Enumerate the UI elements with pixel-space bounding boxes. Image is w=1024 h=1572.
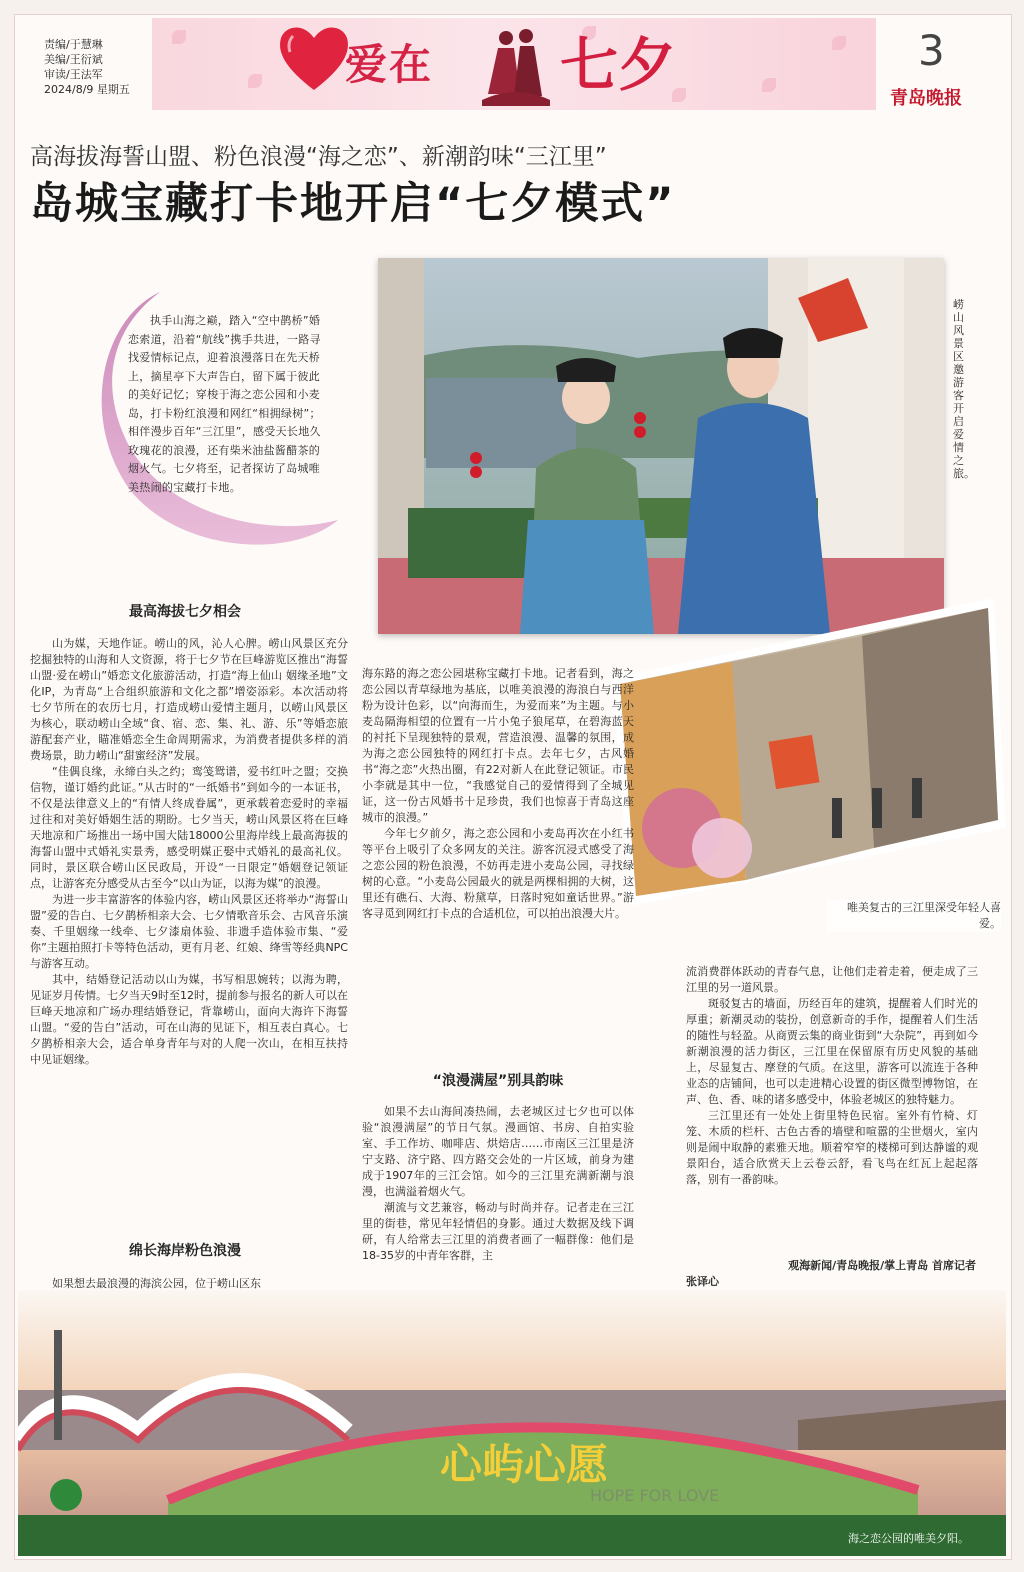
banner-title-part1: 爱在 xyxy=(345,40,434,89)
proof-credit: 审读/王法军 xyxy=(44,68,103,81)
article-column-2-cont xyxy=(362,1104,634,1264)
newspaper-logo: 青岛晚报 xyxy=(890,88,962,109)
article-column-1 xyxy=(30,636,348,1068)
paragraph: 如果不去山海间凑热闹，去老城区过七夕也可以体验“浪漫满屋”的节日气氛。漫画馆、书房、自拍实验室、手工作坊、咖啡店、烘焙店……市南区三江里是济宁支路、济宁路、四方路交会处的一片区域，前身为建成于1907年的三江会馆。如今的三江里充满新潮与浪漫，也满溢着烟火气。 xyxy=(362,1105,634,1198)
photo1-caption: 崂山风景区邀游客开启爱情之旅。 xyxy=(953,298,975,480)
paragraph: 三江里还有一处处上街里特色民宿。室外有竹椅、灯笼、木质的栏杆、古色古香的墙壁和喧嚣的尘世烟火，室内则是闹中取静的素雅天地。顺着窄窄的楼梯可到达静谧的观景阳台，适合欣赏天上云卷云舒，看飞鸟在红瓦上起起落落，别有一番韵味。 xyxy=(686,1109,978,1186)
section-heading-2: 绵长海岸粉色浪漫 xyxy=(129,1243,241,1259)
paragraph: 今年七夕前夕，海之恋公园和小麦岛再次在小红书等平台上吸引了众多网友的关注。游客沉浸式感受了海之恋公园的粉色浪漫，不妨再走进小麦岛公园，寻找绿树的心意。“小麦岛公园最火的就是两棵相拥的大树，这里还有礁石、大海、粉黛草，日落时宛如童话世界。”游客寻觅到网红打卡点的合适机位，可以拍出浪漫大片。 xyxy=(362,827,634,920)
sub-headline: 高海拔海誓山盟、粉色浪漫“海之恋”、新潮韵味“三江里” xyxy=(30,144,607,170)
byline-author: 张译心 xyxy=(686,1275,719,1288)
sign-sub-text: HOPE FOR LOVE xyxy=(590,1486,720,1505)
paragraph: 流消费群体跃动的青春气息，让他们走着走着，便走成了三江里的另一道风景。 xyxy=(686,965,978,994)
editor-credit: 责编/于慧琳 xyxy=(44,38,103,51)
article-column-2 xyxy=(362,666,634,922)
byline-org: 观海新闻/青岛晚报/掌上青岛 首席记者 xyxy=(788,1259,976,1272)
paragraph: 如果想去最浪漫的海滨公园，位于崂山区东 xyxy=(52,1277,261,1290)
paragraph: 斑驳复古的墙面，历经百年的建筑，提醒着人们时光的厚重；新潮灵动的装扮，创意新奇的手作，提醒着人们生活的随性与轻盈。从商贾云集的商业街到“大杂院”，再到如今新潮浪漫的活力街区，三江里在保留原有历史风貌的基础上，尽显复古、摩登的气质。在这里，游客可以流连于各种业态的店铺间，也可以走进精心设置的街区微型博物馆，在声、色、香、味的诸多感受中，体验老城区的独特魅力。 xyxy=(686,997,978,1106)
lead-paragraph: 执手山海之巅，踏入“空中鹊桥”婚恋索道，沿着“航线”携手共进，一路寻找爱情标记点，迎着浪漫落日在先天桥上，摘星亭下大声告白，留下属于彼此的美好记忆；穿梭于海之恋公园和小麦岛，打卡粉红浪漫和网红“相拥绿树”；相伴漫步百年“三江里”，感受天长地久玫瑰花的浪漫，还有柴米油盐酱醋茶的烟火气。七夕将至，记者探访了岛城唯美热闹的宝藏打卡地。 xyxy=(128,314,321,494)
art-credit: 美编/王衍斌 xyxy=(44,53,103,66)
sanjiangli-street-photo-image xyxy=(612,598,1006,906)
sign-main-text: 心屿心愿 xyxy=(440,1440,609,1489)
couple-silhouette-icon xyxy=(480,24,552,108)
section-heading-3: “浪漫满屋”别具韵味 xyxy=(432,1073,564,1089)
paragraph: “佳偶良缘，永缔白头之约；鸾笺鸳谱，爱书红叶之盟；交换信物，谨订婚约此证。”从古时的“一纸婚书”到如今的一本证书，不仅是法律意义上的“有情人终成眷属”，更承载着恋爱时的幸福过往和对美好婚姻生活的期盼。七夕当天，崂山风景区将在巨峰天地凉和广场推出一场中国大陆18000公里海岸线上最高海拔的海誓山盟中式婚礼实景秀，感受明媒正娶中式婚礼的最高礼仪。同时，景区联合崂山区民政局，开设“一日限定”婚姻登记领证点，让游客充分感受从古至今“以山为证，以海为媒”的浪漫。 xyxy=(30,765,348,890)
paragraph: 其中，结婚登记活动以山为媒，书写相思婉转；以海为聘，见证岁月传情。七夕当天9时至12时，提前参与报名的新人可以在巨峰天地凉和广场办理结婚登记，背靠崂山，面向大海许下海誓山盟。“爱的告白”活动，可在山海的见证下，相互表白真心。七夕鹊桥相亲大会，适合单身青年与对的人爬一次山，在相互扶持中见证姻缘。 xyxy=(30,973,348,1066)
bottom-photo-caption: 海之恋公园的唯美夕阳。 xyxy=(848,1532,969,1545)
credits-block xyxy=(44,37,130,97)
paragraph: 海东路的海之恋公园堪称宝藏打卡地。记者看到，海之恋公园以青草绿地为基底，以唯美浪漫的海浪白与西洋粉为设计色彩，以“向海而生，为爱而来”为主题。与小麦岛隔海相望的位置有一片小兔子狼尾草，在碧海蓝天的衬托下呈现独特的景观，营造浪漫、温馨的氛围，成为海之恋公园独特的网红打卡点。去年七夕，古风婚书“海之恋”火热出圈，有22对新人在此登记领证。市民小李就是其中一位，“我感觉自己的爱情得到了全城见证，这一份古风婚书十足珍贵，我们也惊喜于青岛这座城市的浪漫。” xyxy=(362,667,634,824)
park-sunset-photo-image xyxy=(18,1290,1006,1556)
paragraph: 潮流与文艺兼容，畅动与时尚并存。记者走在三江里的街巷，常见年轻情侣的身影。通过大数据及线下调研，有人给常去三江里的消费者画了一幅群像：他们是18-35岁的中青年客群，主 xyxy=(362,1201,634,1262)
issue-date: 2024/8/9 星期五 xyxy=(44,83,130,96)
byline xyxy=(686,1258,976,1290)
article-column-3 xyxy=(686,964,978,1188)
paragraph: 为进一步丰富游客的体验内容，崂山风景区还将举办“海誓山盟”爱的告白、七夕鹊桥相亲大会、七夕情歌音乐会、古风音乐演奏、千里姻缘一线牵、七夕漆扇体验、非遗手造体验市集、“爱你”主题拍照打卡等特色活动，更有月老、红娘、绛雪等经典NPC与游客互动。 xyxy=(30,893,348,970)
banner-title-part2: 七夕 xyxy=(560,31,677,99)
photo2-caption: 唯美复古的三江里深受年轻人喜爱。 xyxy=(826,900,1001,932)
main-headline: 岛城宝藏打卡地开启“七夕模式” xyxy=(30,179,676,229)
paragraph: 山为媒，天地作证。崂山的风，沁人心脾。崂山风景区充分挖掘独特的山海和人文资源，将于七夕节在巨峰游览区推出“海誓山盟·爱在崂山”婚恋文化旅游活动，打造“海上仙山 姻缘圣地”文化IP，为青岛“上合组织旅游和文化之都”增姿添彩。本次活动将七夕节所在的农历七月，打造成崂山爱情主题月，以崂山风景区为核心，联动崂山全域“食、宿、恋、集、礼、游、乐”等婚恋旅游配套产业，瞄准婚恋全生命周期需求，为消费者提供多样的消费场景，助力崂山“甜蜜经济”发展。 xyxy=(30,637,348,762)
page-number: 3 xyxy=(918,26,945,75)
heart-icon xyxy=(275,22,353,92)
couple-photo-image xyxy=(378,258,944,634)
section-heading-1: 最高海拔七夕相会 xyxy=(129,604,241,620)
